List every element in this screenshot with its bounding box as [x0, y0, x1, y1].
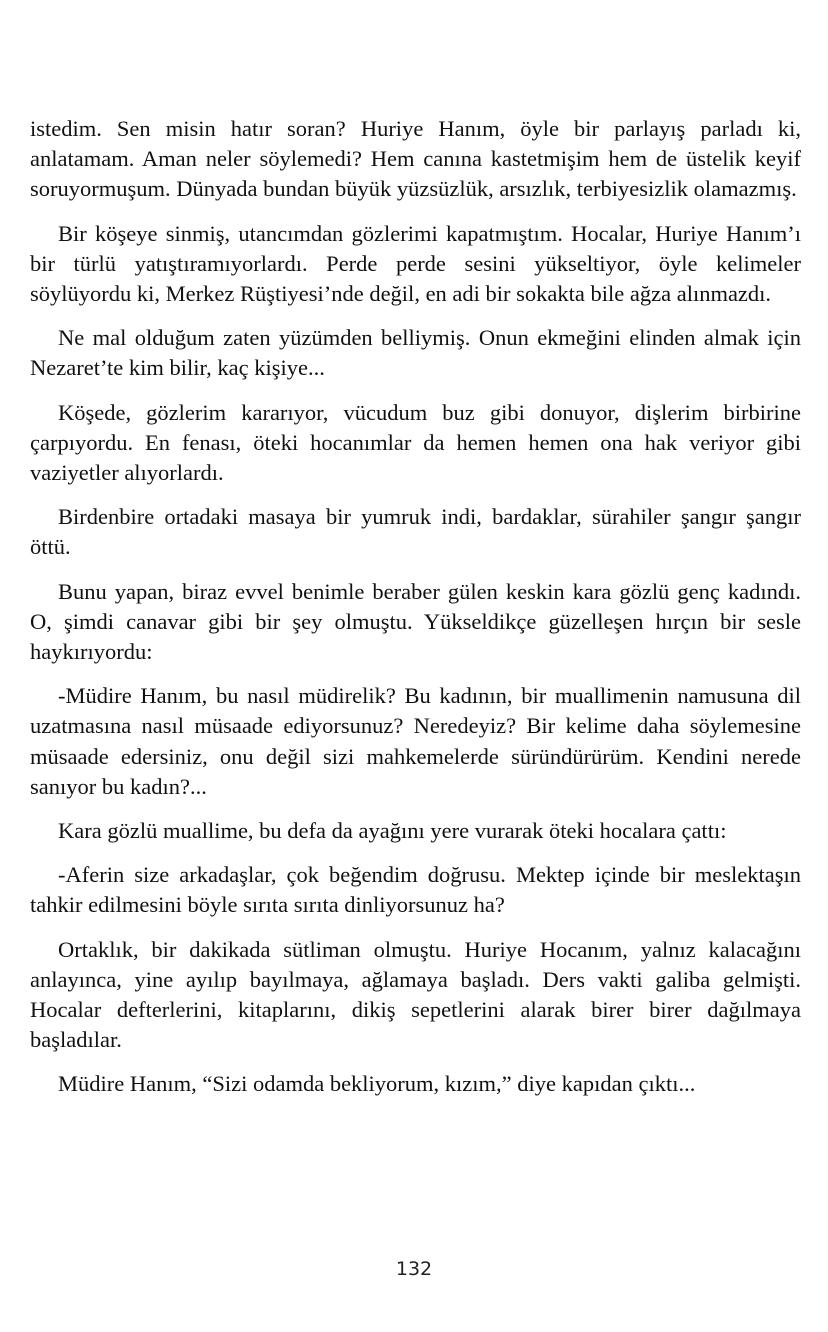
paragraph-10: Ortaklık, bir dakikada sütliman olmuştu. Huriye Hocanım, yalnız kalacağını anlayınca, yine ayılıp bayılmaya, ağlamaya başladı. Ders vakti galiba gelmişti. Hocalar defterlerini, kitaplarını, dikiş sepetlerini alarak birer birer dağılmaya başladılar. [30, 936, 801, 1053]
paragraph-7: -Müdire Hanım, bu nasıl müdirelik? Bu kadının, bir muallimenin namusuna dil uzatmasına nasıl müsaade ediyorsunuz? Neredeyiz? Bir kelime daha söylemesine müsaade edersiniz, onu değil sizi mahkemelerde süründürürüm. Kendini nerede sanıyor bu kadın?... [30, 683, 801, 799]
paragraph-1: istedim. Sen misin hatır soran? Huriye Hanım, öyle bir parlayış parladı ki, anlatamam. Aman neler söylemedi? Hem canına kastetmişim hem de üstelik keyif soruyormuşum. Dünyada bundan büyük yüzsüzlük, arsızlık, terbiyesizlik olamazmış. [30, 116, 801, 202]
book-page-text [30, 114, 801, 1114]
paragraph-6: Bunu yapan, biraz evvel benimle beraber gülen keskin kara gözlü genç kadındı. O, şimdi canavar gibi bir şey olmuştu. Yükseldikçe güzelleşen hırçın bir sesle haykırıyordu: [30, 578, 801, 665]
paragraph-11: Müdire Hanım, “Sizi odamda bekliyorum, kızım,” diye kapıdan çıktı... [58, 1071, 696, 1097]
page-number: 132 [395, 1258, 433, 1280]
paragraph-9: -Aferin size arkadaşlar, çok beğendim doğrusu. Mektep içinde bir meslektaşın tahkir edilmesini böyle sırıta sırıta dinliyorsunuz ha? [30, 862, 801, 918]
paragraph-2: Bir köşeye sinmiş, utancımdan gözlerimi kapatmıştım. Hocalar, Huriye Hanım’ı bir türlü yatıştıramıyorlardı. Perde perde sesini yükseltiyor, öyle kelimeler söylüyordu ki, Merkez Rüştiyesi’nde değil, en adi bir sokakta bile ağza alınmazdı. [30, 220, 801, 307]
paragraph-8: Kara gözlü muallime, bu defa da ayağını yere vurarak öteki hocalara çattı: [58, 818, 727, 844]
paragraph-3: Ne mal olduğum zaten yüzümden belliymiş. Onun ekmeğini elinden almak için Nezaret’te kim bilir, kaç kişiye... [30, 325, 801, 381]
paragraph-5: Birdenbire ortadaki masaya bir yumruk indi, bardaklar, sürahiler şangır şangır öttü. [30, 504, 801, 560]
paragraph-4: Köşede, gözlerim kararıyor, vücudum buz gibi donuyor, dişlerim birbirine çarpıyordu. En fenası, öteki hocanımlar da hemen hemen ona hak veriyor gibi vaziyetler alıyorlardı. [30, 399, 801, 486]
